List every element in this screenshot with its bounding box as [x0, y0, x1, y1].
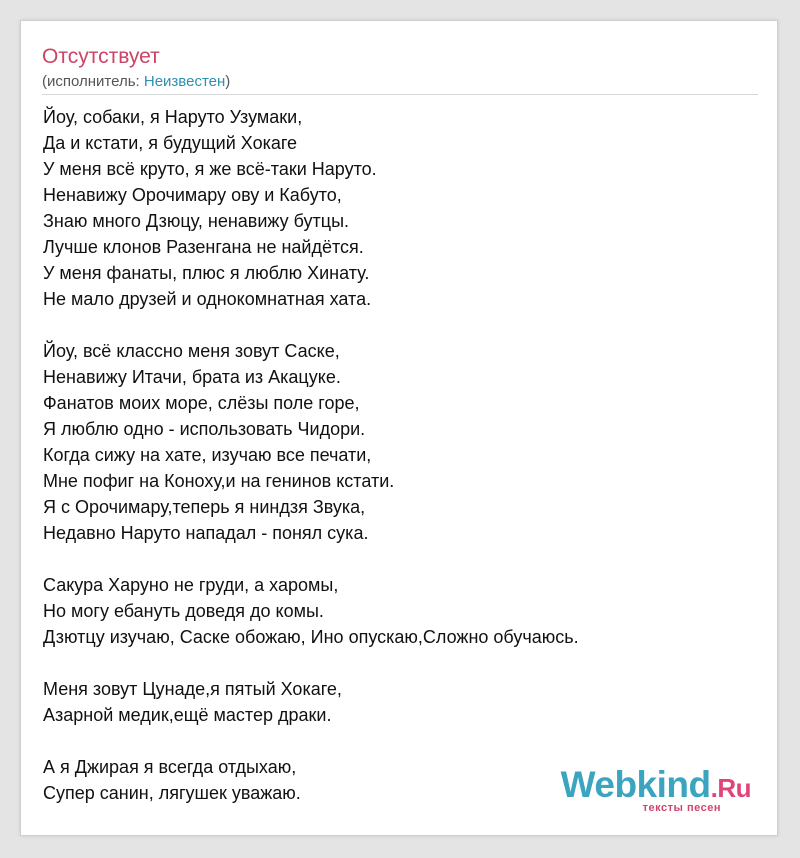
lyric-line: Не мало друзей и однокомнатная хата.: [43, 289, 372, 309]
lyrics-card: [20, 20, 778, 836]
lyric-line: Я люблю одно - использовать Чидори.: [43, 419, 366, 439]
artist-line: [42, 73, 230, 91]
lyric-line: Йоу, собаки, я Наруто Узумаки,: [43, 107, 303, 127]
lyric-line: У меня фанаты, плюс я люблю Хинату.: [43, 263, 370, 283]
lyric-line: У меня всё круто, я же всё-таки Наруто.: [43, 159, 377, 179]
logo-word: Webkind: [560, 764, 711, 805]
lyric-line: Ненавижу Орочимару ову и Кабуто,: [43, 185, 342, 205]
divider: [42, 94, 758, 95]
lyric-line: Мне пофиг на Коноху,и на генинов кстати.: [43, 471, 395, 491]
lyric-line: Да и кстати, я будущий Хокаге: [43, 133, 298, 153]
lyric-line: Сакура Харуно не груди, а харомы,: [43, 575, 339, 595]
lyric-line: Знаю много Дзюцу, ненавижу бутцы.: [43, 211, 350, 231]
artist-prefix: (исполнитель:: [42, 73, 144, 90]
stanza-break: [43, 650, 579, 676]
stanza-break: [43, 546, 579, 572]
artist-suffix: ): [225, 73, 231, 90]
lyric-line: Азарной медик,ещё мастер драки.: [43, 705, 332, 725]
lyric-line: Меня зовут Цунаде,я пятый Хокаге,: [43, 679, 342, 699]
lyric-line: Дзютцу изучаю, Саске обожаю, Ино опускаю,Сложно обучаюсь.: [43, 627, 579, 647]
logo-tld: .Ru: [710, 773, 751, 803]
lyric-line: Йоу, всё классно меня зовут Саске,: [43, 341, 340, 361]
stanza-break: [43, 312, 579, 338]
lyric-line: Я с Орочимару,теперь я ниндзя Звука,: [43, 497, 366, 517]
lyrics-text: [43, 104, 579, 806]
artist-link[interactable]: Неизвестен: [143, 73, 226, 90]
site-logo[interactable]: [561, 765, 751, 813]
lyric-line: Но могу ебануть доведя до комы.: [43, 601, 324, 621]
lyric-line: Недавно Наруто нападал - понял сука.: [43, 523, 369, 543]
lyric-line: Ненавижу Итачи, брата из Акацуке.: [43, 367, 341, 387]
lyric-line: А я Джирая я всегда отдыхаю,: [43, 757, 297, 777]
song-title: Отсутствует: [42, 45, 160, 68]
lyric-line: Фанатов моих море, слёзы поле горе,: [43, 393, 360, 413]
lyric-line: Лучше клонов Разенгана не найдётся.: [43, 237, 364, 257]
lyric-line: Супер санин, лягушек уважаю.: [43, 783, 301, 803]
stanza-break: [43, 728, 579, 754]
lyric-line: Когда сижу на хате, изучаю все печати,: [43, 445, 372, 465]
logo-tagline: тексты песен: [642, 802, 721, 814]
